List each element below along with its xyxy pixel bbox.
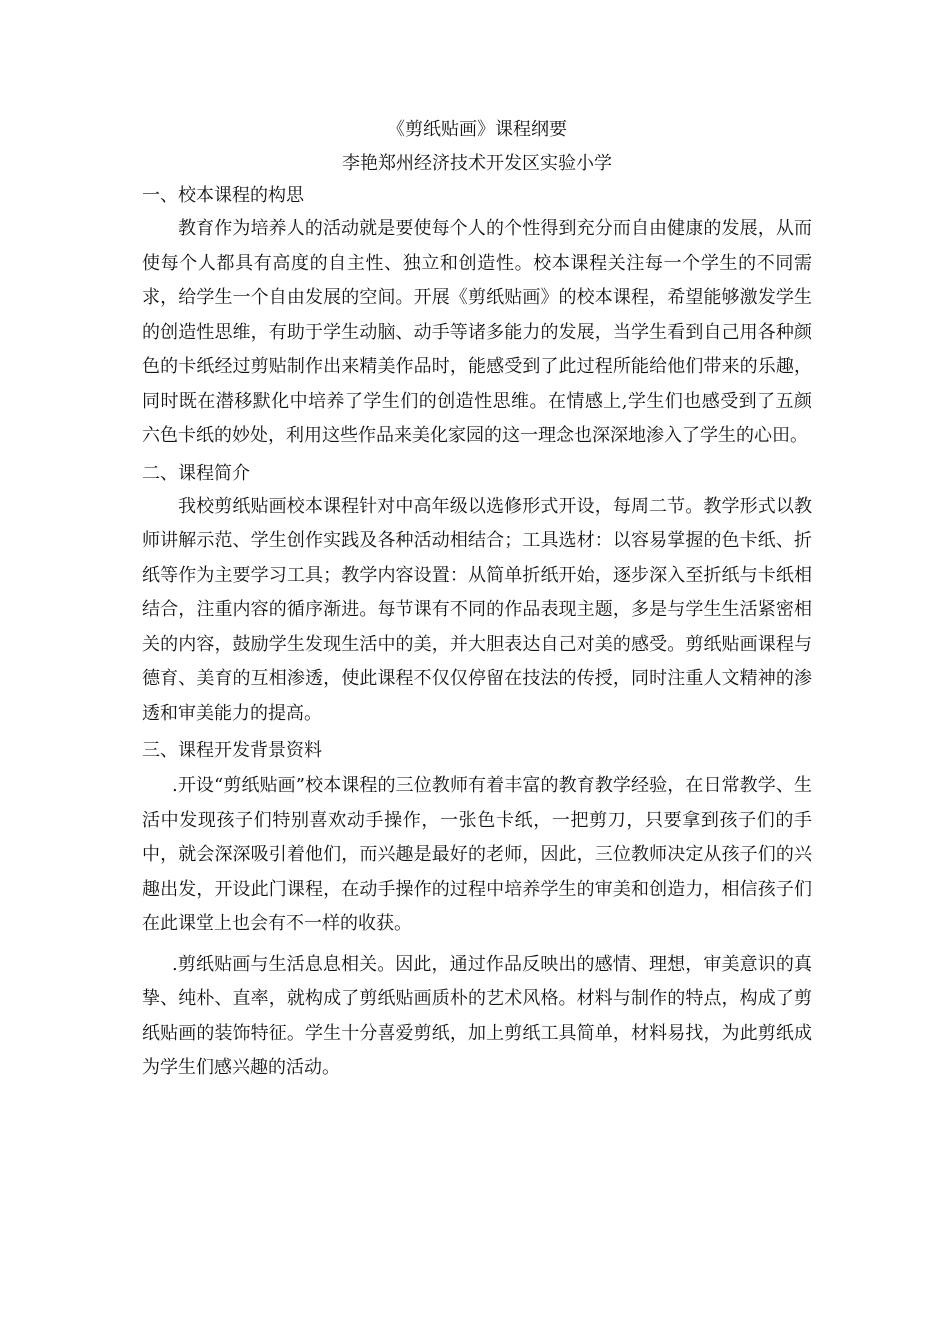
paragraph-background-1: .开设“剪纸贴画”校本课程的三位教师有着丰富的教育教学经验，在日常教学、生活中发现孩子们特别喜欢动手操作，一张色卡纸，一把剪刀，只要拿到孩子们的手中，就会深深吸引着他们，而兴趣是最好的老师，因此，三位教师决定从孩子们的兴趣出发，开设此门课程，在动手操作的过程中培养学生的审美和创造力，相信孩子们在此课堂上也会有不一样的收获。 [142, 775, 812, 934]
section-heading-background: 三、课程开发背景资料 [142, 740, 322, 761]
document-title: 《剪纸贴画》课程纲要 [387, 119, 567, 140]
paragraph-concept: 教育作为培养人的活动就是要使每个人的个性得到充分而自由健康的发展，从而使每个人都具有高度的自主性、独立和创造性。校本课程关注每一个学生的不同需求，给学生一个自由发展的空间。开展《剪纸贴画》的校本课程，希望能够激发学生的创造性思维，有助于学生动脑、动手等诸多能力的发展，当学生看到自己用各种颜色的卡纸经过剪贴制作出来精美作品时，能感受到了此过程所能给他们带来的乐趣，同时既在潜移默化中培养了学生们的创造性思维。在情感上,学生们也感受到了五颜六色卡纸的妙处，利用这些作品来美化家园的这一理念也深深地渗入了学生的心田。 [142, 218, 812, 446]
section-heading-concept: 一、校本课程的构思 [142, 185, 304, 206]
paragraph-background-2: .剪纸贴画与生活息息相关。因此，通过作品反映出的感情、理想，审美意识的真挚、纯朴、直率，就构成了剪纸贴画质朴的艺术风格。材料与制作的特点，构成了剪纸贴画的装饰特征。学生十分喜爱剪纸，加上剪纸工具简单，材料易找，为此剪纸成为学生们感兴趣的活动。 [142, 953, 812, 1078]
document-page [142, 118, 812, 1086]
paragraph-introduction: 我校剪纸贴画校本课程针对中高年级以选修形式开设，每周二节。教学形式以教师讲解示范、学生创作实践及各种活动相结合；工具选材：以容易掌握的色卡纸、折纸等作为主要学习工具；教学内容设置：从简单折纸开始，逐步深入至折纸与卡纸相结合，注重内容的循序渐进。每节课有不同的作品表现主题，多是与学生生活紧密相关的内容，鼓励学生发现生活中的美，并大胆表达自己对美的感受。剪纸贴画课程与德育、美育的互相渗透，使此课程不仅仅停留在技法的传授，同时注重人文精神的渗透和审美能力的提高。 [142, 495, 812, 724]
section-heading-introduction: 二、课程简介 [142, 462, 250, 484]
author-line: 李艳郑州经济技术开发区实验小学 [342, 153, 612, 174]
